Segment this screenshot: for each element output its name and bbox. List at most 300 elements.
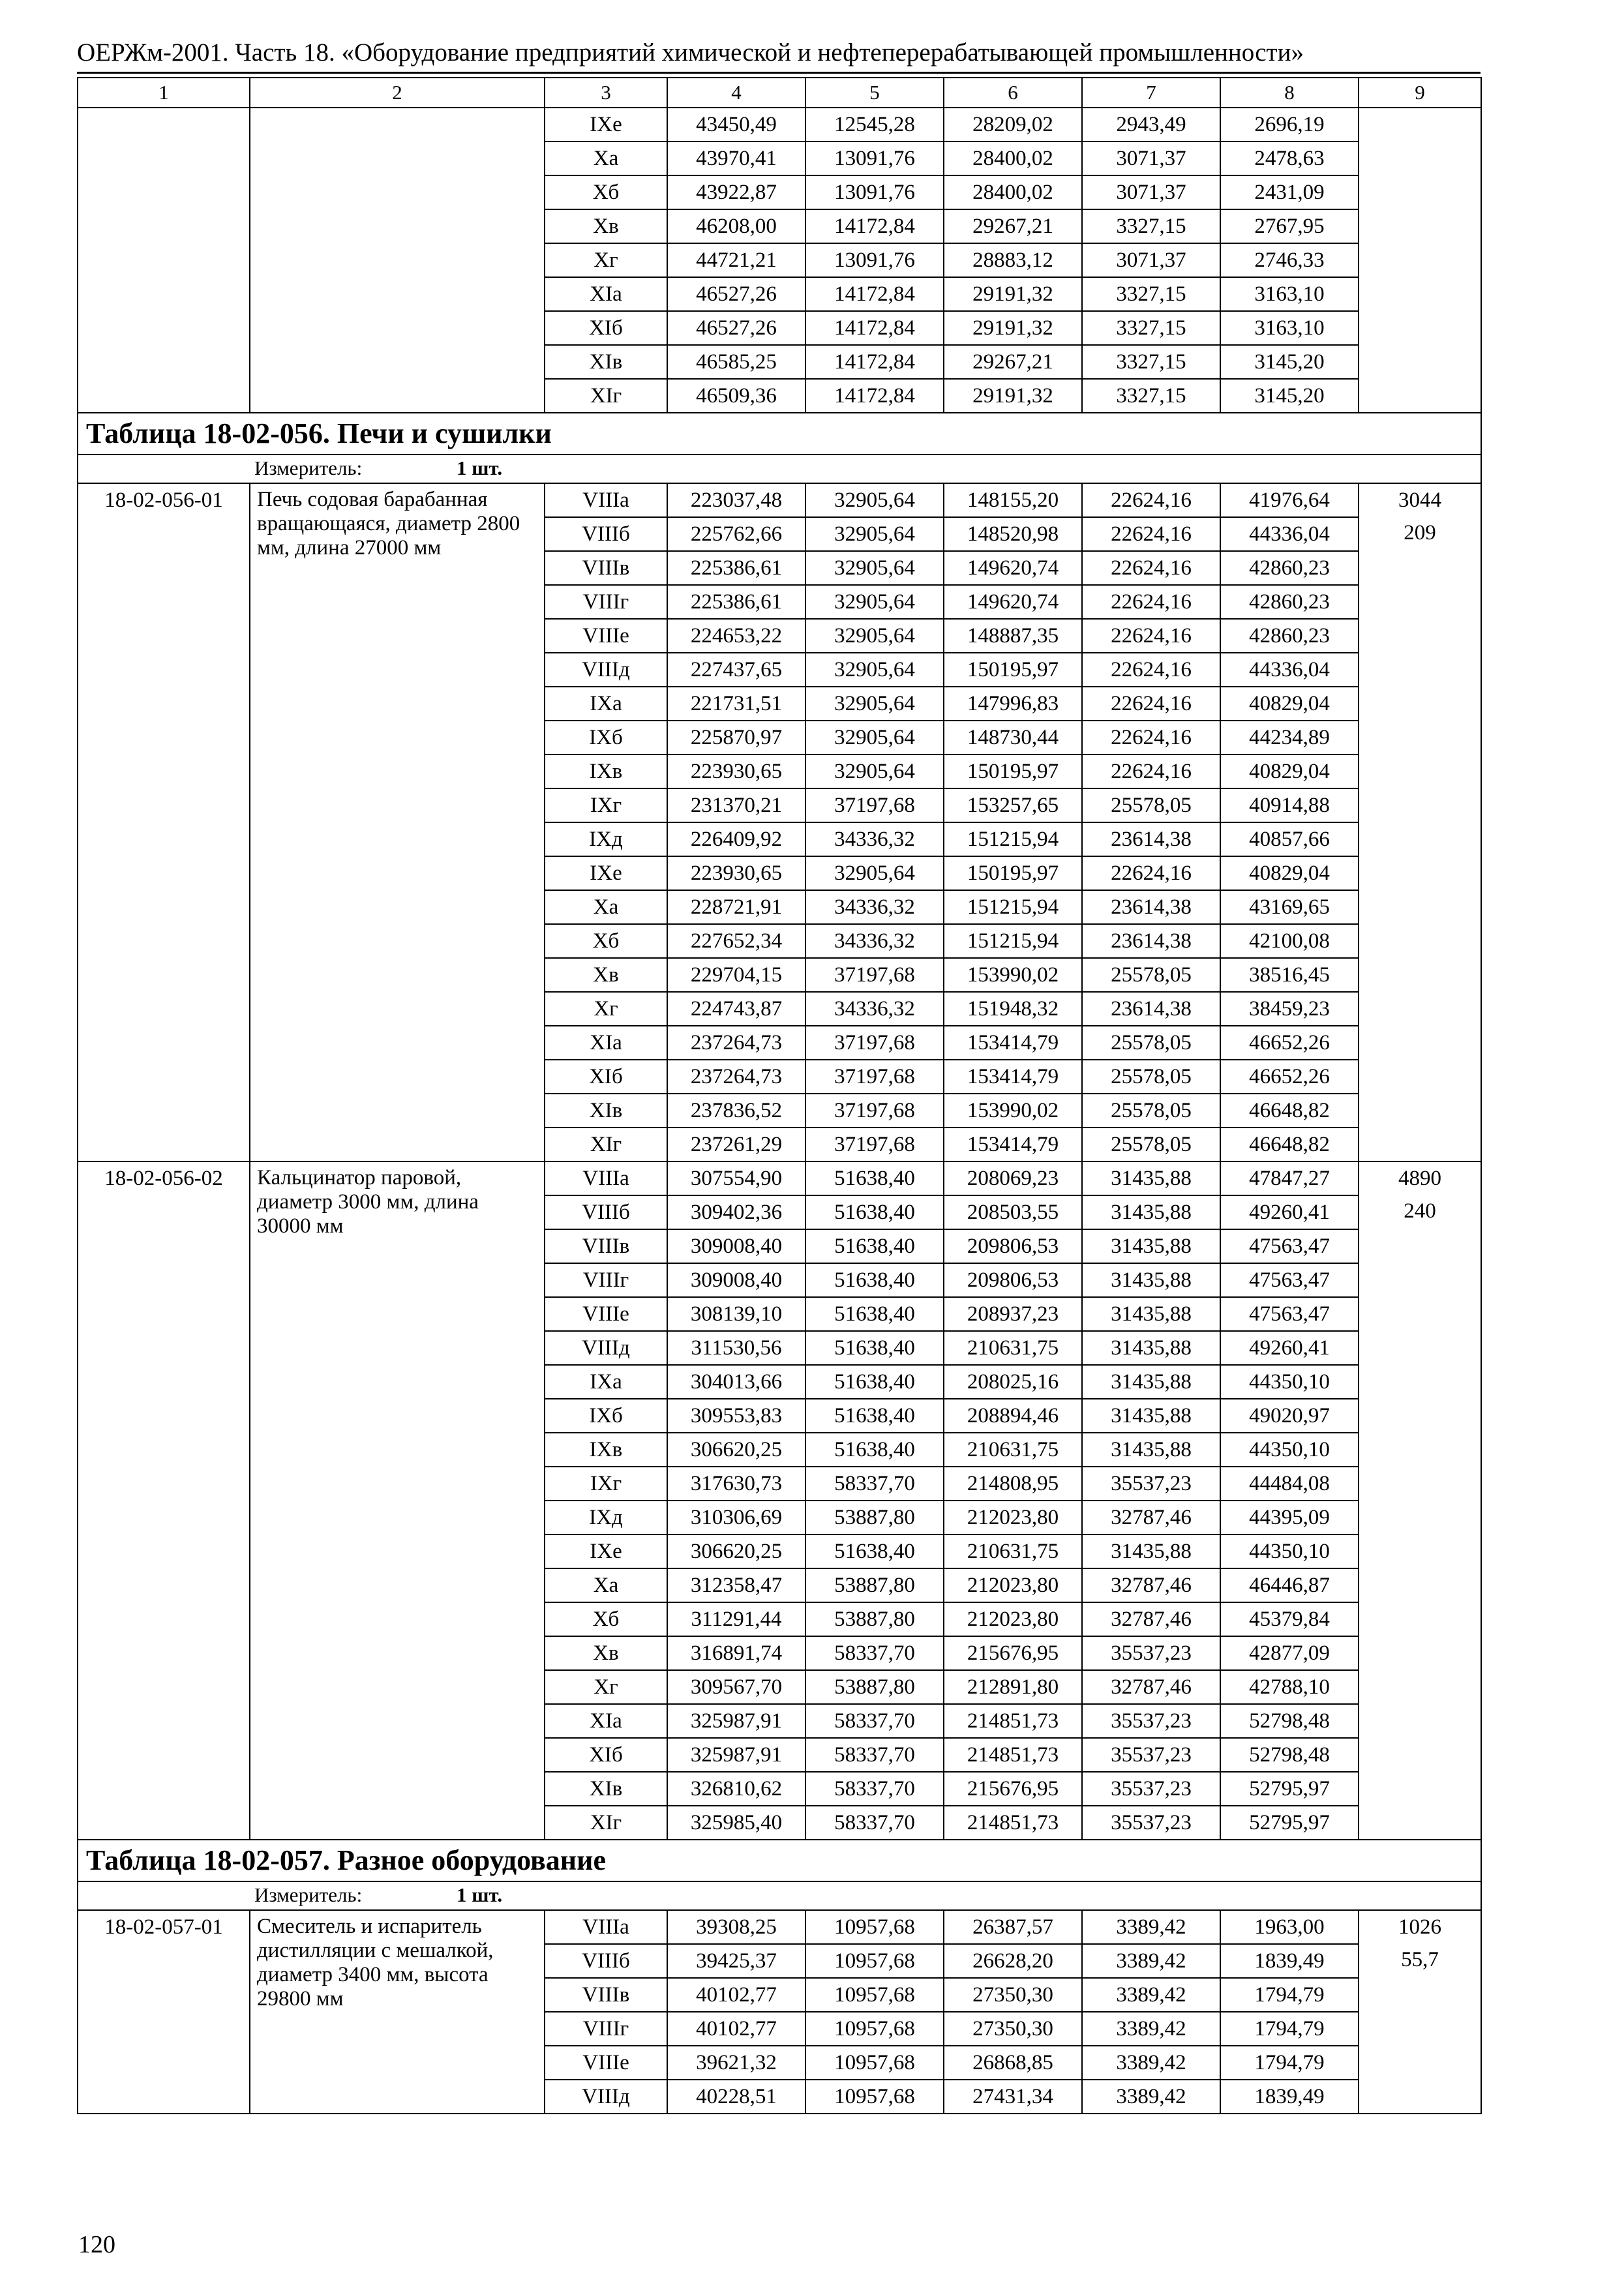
value-cell: 46527,26 xyxy=(667,311,805,345)
value-cell: 148520,98 xyxy=(944,517,1082,551)
section-title-row xyxy=(78,1840,1481,1881)
value-cell: 3327,15 xyxy=(1082,345,1220,379)
value-cell: 326810,62 xyxy=(667,1772,805,1806)
value-cell: 42788,10 xyxy=(1220,1670,1359,1704)
value-cell: 226409,92 xyxy=(667,822,805,856)
class-cell: Xа xyxy=(545,890,667,924)
class-cell: IXб xyxy=(545,721,667,755)
measure-label: Измеритель: xyxy=(254,1883,363,1906)
class-cell: Xв xyxy=(545,1636,667,1670)
value-cell: 25578,05 xyxy=(1082,1060,1220,1094)
value-cell: 44234,89 xyxy=(1220,721,1359,755)
col9-value: 240 xyxy=(1404,1199,1436,1223)
value-cell: 150195,97 xyxy=(944,856,1082,890)
class-cell: VIIIа xyxy=(545,1161,667,1195)
value-cell: 27350,30 xyxy=(944,2012,1082,2046)
value-cell: 31435,88 xyxy=(1082,1534,1220,1568)
value-cell: 14172,84 xyxy=(805,379,944,413)
value-cell: 42100,08 xyxy=(1220,924,1359,958)
value-cell: 32905,64 xyxy=(805,585,944,619)
value-cell: 38459,23 xyxy=(1220,992,1359,1026)
value-cell: 26628,20 xyxy=(944,1944,1082,1978)
class-cell: Xб xyxy=(545,175,667,209)
col9-cell xyxy=(1359,108,1481,413)
value-cell: 51638,40 xyxy=(805,1534,944,1568)
code-cell xyxy=(78,108,250,413)
value-cell: 31435,88 xyxy=(1082,1365,1220,1399)
item-col9 xyxy=(1359,483,1481,1161)
value-cell: 49260,41 xyxy=(1220,1195,1359,1229)
value-cell: 35537,23 xyxy=(1082,1806,1220,1840)
value-cell: 44350,10 xyxy=(1220,1534,1359,1568)
value-cell: 311291,44 xyxy=(667,1602,805,1636)
section-title: Таблица 18-02-056. Печи и сушилки xyxy=(78,413,1481,455)
value-cell: 43450,49 xyxy=(667,108,805,142)
column-header-6: 6 xyxy=(944,78,1082,108)
page-header: ОЕРЖм-2001. Часть 18. «Оборудование предприятий химической и нефтеперерабатывающей промышленности» xyxy=(77,38,1304,67)
class-cell: IXе xyxy=(545,856,667,890)
value-cell: 227652,34 xyxy=(667,924,805,958)
value-cell: 23614,38 xyxy=(1082,924,1220,958)
value-cell: 44484,08 xyxy=(1220,1467,1359,1501)
class-cell: IXв xyxy=(545,755,667,788)
value-cell: 32905,64 xyxy=(805,483,944,517)
measure-label: Измеритель: xyxy=(254,456,363,479)
value-cell: 312358,47 xyxy=(667,1568,805,1602)
value-cell: 1963,00 xyxy=(1220,1910,1359,1944)
value-cell: 208937,23 xyxy=(944,1297,1082,1331)
value-cell: 41976,64 xyxy=(1220,483,1359,517)
value-cell: 210631,75 xyxy=(944,1433,1082,1467)
value-cell: 52798,48 xyxy=(1220,1704,1359,1738)
class-cell: VIIIг xyxy=(545,1263,667,1297)
class-cell: Xв xyxy=(545,958,667,992)
value-cell: 46446,87 xyxy=(1220,1568,1359,1602)
value-cell: 212891,80 xyxy=(944,1670,1082,1704)
value-cell: 51638,40 xyxy=(805,1331,944,1365)
class-cell: Xб xyxy=(545,924,667,958)
value-cell: 1794,79 xyxy=(1220,2046,1359,2080)
class-cell: Xг xyxy=(545,1670,667,1704)
class-cell: VIIIв xyxy=(545,1229,667,1263)
col9-value: 3044 xyxy=(1398,488,1441,512)
class-cell: VIIIб xyxy=(545,517,667,551)
class-cell: VIIIе xyxy=(545,619,667,653)
value-cell: 22624,16 xyxy=(1082,619,1220,653)
item-description: Печь содовая барабанная вращающаяся, диаметр 2800 мм, длина 27000 мм xyxy=(250,483,545,1161)
value-cell: 42860,23 xyxy=(1220,619,1359,653)
value-cell: 215676,95 xyxy=(944,1636,1082,1670)
value-cell: 47563,47 xyxy=(1220,1297,1359,1331)
col9-value: 1026 xyxy=(1398,1915,1441,1939)
value-cell: 44336,04 xyxy=(1220,653,1359,687)
value-cell: 44350,10 xyxy=(1220,1433,1359,1467)
value-cell: 150195,97 xyxy=(944,755,1082,788)
value-cell: 58337,70 xyxy=(805,1772,944,1806)
value-cell: 28209,02 xyxy=(944,108,1082,142)
value-cell: 209806,53 xyxy=(944,1229,1082,1263)
value-cell: 147996,83 xyxy=(944,687,1082,721)
value-cell: 227437,65 xyxy=(667,653,805,687)
value-cell: 212023,80 xyxy=(944,1602,1082,1636)
value-cell: 32905,64 xyxy=(805,619,944,653)
column-header-row xyxy=(78,78,1481,108)
value-cell: 31435,88 xyxy=(1082,1229,1220,1263)
value-cell: 225386,61 xyxy=(667,551,805,585)
value-cell: 51638,40 xyxy=(805,1297,944,1331)
value-cell: 53887,80 xyxy=(805,1501,944,1534)
value-cell: 149620,74 xyxy=(944,551,1082,585)
class-cell: XIв xyxy=(545,345,667,379)
value-cell: 309402,36 xyxy=(667,1195,805,1229)
value-cell: 224653,22 xyxy=(667,619,805,653)
value-cell: 43970,41 xyxy=(667,142,805,175)
value-cell: 214851,73 xyxy=(944,1738,1082,1772)
class-cell: VIIIб xyxy=(545,1195,667,1229)
class-cell: IXд xyxy=(545,1501,667,1534)
column-header-4: 4 xyxy=(667,78,805,108)
page-number: 120 xyxy=(78,2231,115,2258)
value-cell: 209806,53 xyxy=(944,1263,1082,1297)
value-cell: 34336,32 xyxy=(805,890,944,924)
column-header-7: 7 xyxy=(1082,78,1220,108)
value-cell: 3327,15 xyxy=(1082,209,1220,243)
value-cell: 37197,68 xyxy=(805,1094,944,1128)
value-cell: 46208,00 xyxy=(667,209,805,243)
class-cell: IXв xyxy=(545,1433,667,1467)
value-cell: 231370,21 xyxy=(667,788,805,822)
value-cell: 208894,46 xyxy=(944,1399,1082,1433)
value-cell: 306620,25 xyxy=(667,1534,805,1568)
value-cell: 316891,74 xyxy=(667,1636,805,1670)
value-cell: 14172,84 xyxy=(805,209,944,243)
value-cell: 58337,70 xyxy=(805,1467,944,1501)
value-cell: 3327,15 xyxy=(1082,379,1220,413)
value-cell: 27350,30 xyxy=(944,1978,1082,2012)
value-cell: 53887,80 xyxy=(805,1670,944,1704)
value-cell: 47563,47 xyxy=(1220,1263,1359,1297)
value-cell: 325985,40 xyxy=(667,1806,805,1840)
class-cell: IXг xyxy=(545,788,667,822)
column-header-1: 1 xyxy=(78,78,250,108)
value-cell: 1794,79 xyxy=(1220,1978,1359,2012)
value-cell: 3327,15 xyxy=(1082,277,1220,311)
value-cell: 237264,73 xyxy=(667,1060,805,1094)
value-cell: 149620,74 xyxy=(944,585,1082,619)
value-cell: 25578,05 xyxy=(1082,1094,1220,1128)
item-code: 18-02-057-01 xyxy=(78,1910,250,2114)
value-cell: 22624,16 xyxy=(1082,687,1220,721)
value-cell: 49020,97 xyxy=(1220,1399,1359,1433)
value-cell: 3163,10 xyxy=(1220,311,1359,345)
item-description: Смеситель и испаритель дистилляции с мешалкой, диаметр 3400 мм, высота 29800 мм xyxy=(250,1910,545,2114)
value-cell: 32905,64 xyxy=(805,517,944,551)
item-col9 xyxy=(1359,1910,1481,2114)
value-cell: 2767,95 xyxy=(1220,209,1359,243)
class-cell: VIIIг xyxy=(545,585,667,619)
value-cell: 153414,79 xyxy=(944,1060,1082,1094)
value-cell: 43169,65 xyxy=(1220,890,1359,924)
class-cell: VIIIе xyxy=(545,1297,667,1331)
class-cell: XIб xyxy=(545,1738,667,1772)
value-cell: 32787,46 xyxy=(1082,1568,1220,1602)
value-cell: 14172,84 xyxy=(805,311,944,345)
value-cell: 2746,33 xyxy=(1220,243,1359,277)
value-cell: 35537,23 xyxy=(1082,1704,1220,1738)
value-cell: 32905,64 xyxy=(805,653,944,687)
value-cell: 3389,42 xyxy=(1082,1910,1220,1944)
value-cell: 31435,88 xyxy=(1082,1433,1220,1467)
class-cell: VIIIа xyxy=(545,1910,667,1944)
value-cell: 28400,02 xyxy=(944,175,1082,209)
description-cell xyxy=(250,108,545,413)
value-cell: 52795,97 xyxy=(1220,1772,1359,1806)
value-cell: 221731,51 xyxy=(667,687,805,721)
value-cell: 229704,15 xyxy=(667,958,805,992)
value-cell: 3145,20 xyxy=(1220,379,1359,413)
value-cell: 3163,10 xyxy=(1220,277,1359,311)
measure-value: 1 шт. xyxy=(457,456,503,479)
value-cell: 29191,32 xyxy=(944,379,1082,413)
value-cell: 317630,73 xyxy=(667,1467,805,1501)
value-cell: 44350,10 xyxy=(1220,1365,1359,1399)
class-cell: Xв xyxy=(545,209,667,243)
value-cell: 51638,40 xyxy=(805,1229,944,1263)
table-row xyxy=(78,108,1481,142)
value-cell: 27431,34 xyxy=(944,2080,1082,2114)
value-cell: 35537,23 xyxy=(1082,1636,1220,1670)
value-cell: 42860,23 xyxy=(1220,551,1359,585)
value-cell: 46585,25 xyxy=(667,345,805,379)
class-cell: Xг xyxy=(545,992,667,1026)
value-cell: 212023,80 xyxy=(944,1501,1082,1534)
value-cell: 22624,16 xyxy=(1082,585,1220,619)
value-cell: 25578,05 xyxy=(1082,788,1220,822)
column-header-9: 9 xyxy=(1359,78,1481,108)
class-cell: IXе xyxy=(545,108,667,142)
value-cell: 42860,23 xyxy=(1220,585,1359,619)
class-cell: XIа xyxy=(545,1704,667,1738)
value-cell: 12545,28 xyxy=(805,108,944,142)
value-cell: 223930,65 xyxy=(667,856,805,890)
value-cell: 215676,95 xyxy=(944,1772,1082,1806)
value-cell: 310306,69 xyxy=(667,1501,805,1534)
column-header-2: 2 xyxy=(250,78,545,108)
value-cell: 39621,32 xyxy=(667,2046,805,2080)
value-cell: 10957,68 xyxy=(805,1910,944,1944)
value-cell: 10957,68 xyxy=(805,2046,944,2080)
value-cell: 32787,46 xyxy=(1082,1602,1220,1636)
value-cell: 214808,95 xyxy=(944,1467,1082,1501)
item-description: Кальцинатор паровой, диаметр 3000 мм, длина 30000 мм xyxy=(250,1161,545,1840)
value-cell: 210631,75 xyxy=(944,1331,1082,1365)
class-cell: VIIIа xyxy=(545,483,667,517)
value-cell: 148155,20 xyxy=(944,483,1082,517)
value-cell: 46652,26 xyxy=(1220,1026,1359,1060)
value-cell: 32787,46 xyxy=(1082,1501,1220,1534)
class-cell: IXг xyxy=(545,1467,667,1501)
item-col9 xyxy=(1359,1161,1481,1840)
value-cell: 3327,15 xyxy=(1082,311,1220,345)
class-cell: XIа xyxy=(545,277,667,311)
class-cell: XIб xyxy=(545,1060,667,1094)
value-cell: 47563,47 xyxy=(1220,1229,1359,1263)
value-cell: 58337,70 xyxy=(805,1738,944,1772)
value-cell: 148730,44 xyxy=(944,721,1082,755)
value-cell: 58337,70 xyxy=(805,1806,944,1840)
value-cell: 22624,16 xyxy=(1082,517,1220,551)
value-cell: 3389,42 xyxy=(1082,1944,1220,1978)
value-cell: 51638,40 xyxy=(805,1195,944,1229)
table-row xyxy=(78,1161,1481,1195)
value-cell: 52795,97 xyxy=(1220,1806,1359,1840)
value-cell: 22624,16 xyxy=(1082,721,1220,755)
value-cell: 28883,12 xyxy=(944,243,1082,277)
price-table-container xyxy=(77,77,1481,2114)
value-cell: 13091,76 xyxy=(805,243,944,277)
value-cell: 223037,48 xyxy=(667,483,805,517)
value-cell: 3145,20 xyxy=(1220,345,1359,379)
value-cell: 40829,04 xyxy=(1220,687,1359,721)
value-cell: 34336,32 xyxy=(805,924,944,958)
measure-row xyxy=(78,1881,1481,1910)
value-cell: 309008,40 xyxy=(667,1229,805,1263)
value-cell: 309567,70 xyxy=(667,1670,805,1704)
value-cell: 46527,26 xyxy=(667,277,805,311)
value-cell: 153990,02 xyxy=(944,1094,1082,1128)
value-cell: 37197,68 xyxy=(805,788,944,822)
value-cell: 1794,79 xyxy=(1220,2012,1359,2046)
column-header-8: 8 xyxy=(1220,78,1359,108)
value-cell: 44336,04 xyxy=(1220,517,1359,551)
value-cell: 1839,49 xyxy=(1220,1944,1359,1978)
value-cell: 3389,42 xyxy=(1082,2080,1220,2114)
value-cell: 35537,23 xyxy=(1082,1738,1220,1772)
value-cell: 58337,70 xyxy=(805,1636,944,1670)
section-title: Таблица 18-02-057. Разное оборудование xyxy=(78,1840,1481,1881)
class-cell: Xа xyxy=(545,142,667,175)
value-cell: 153990,02 xyxy=(944,958,1082,992)
value-cell: 58337,70 xyxy=(805,1704,944,1738)
value-cell: 3071,37 xyxy=(1082,243,1220,277)
class-cell: VIIIв xyxy=(545,1978,667,2012)
value-cell: 46648,82 xyxy=(1220,1094,1359,1128)
value-cell: 22624,16 xyxy=(1082,653,1220,687)
value-cell: 10957,68 xyxy=(805,2080,944,2114)
value-cell: 151948,32 xyxy=(944,992,1082,1026)
value-cell: 150195,97 xyxy=(944,653,1082,687)
value-cell: 309008,40 xyxy=(667,1263,805,1297)
price-table xyxy=(77,77,1482,2114)
value-cell: 225762,66 xyxy=(667,517,805,551)
value-cell: 26387,57 xyxy=(944,1910,1082,1944)
section-title-row xyxy=(78,413,1481,455)
class-cell: Xб xyxy=(545,1602,667,1636)
value-cell: 2431,09 xyxy=(1220,175,1359,209)
value-cell: 40914,88 xyxy=(1220,788,1359,822)
value-cell: 35537,23 xyxy=(1082,1467,1220,1501)
measure-value: 1 шт. xyxy=(457,1883,503,1906)
value-cell: 46509,36 xyxy=(667,379,805,413)
class-cell: IXа xyxy=(545,687,667,721)
value-cell: 224743,87 xyxy=(667,992,805,1026)
value-cell: 31435,88 xyxy=(1082,1331,1220,1365)
value-cell: 2478,63 xyxy=(1220,142,1359,175)
value-cell: 28400,02 xyxy=(944,142,1082,175)
value-cell: 46652,26 xyxy=(1220,1060,1359,1094)
value-cell: 3389,42 xyxy=(1082,2046,1220,2080)
value-cell: 23614,38 xyxy=(1082,992,1220,1026)
column-header-3: 3 xyxy=(545,78,667,108)
value-cell: 13091,76 xyxy=(805,142,944,175)
class-cell: VIIIе xyxy=(545,2046,667,2080)
item-code: 18-02-056-02 xyxy=(78,1161,250,1840)
class-cell: IXа xyxy=(545,1365,667,1399)
value-cell: 208025,16 xyxy=(944,1365,1082,1399)
value-cell: 22624,16 xyxy=(1082,755,1220,788)
value-cell: 212023,80 xyxy=(944,1568,1082,1602)
value-cell: 308139,10 xyxy=(667,1297,805,1331)
value-cell: 31435,88 xyxy=(1082,1161,1220,1195)
value-cell: 45379,84 xyxy=(1220,1602,1359,1636)
value-cell: 52798,48 xyxy=(1220,1738,1359,1772)
value-cell: 151215,94 xyxy=(944,822,1082,856)
value-cell: 237261,29 xyxy=(667,1128,805,1161)
value-cell: 43922,87 xyxy=(667,175,805,209)
value-cell: 31435,88 xyxy=(1082,1399,1220,1433)
value-cell: 10957,68 xyxy=(805,2012,944,2046)
value-cell: 29191,32 xyxy=(944,277,1082,311)
value-cell: 153257,65 xyxy=(944,788,1082,822)
value-cell: 151215,94 xyxy=(944,924,1082,958)
class-cell: IXб xyxy=(545,1399,667,1433)
value-cell: 151215,94 xyxy=(944,890,1082,924)
value-cell: 311530,56 xyxy=(667,1331,805,1365)
value-cell: 32787,46 xyxy=(1082,1670,1220,1704)
value-cell: 46648,82 xyxy=(1220,1128,1359,1161)
value-cell: 40857,66 xyxy=(1220,822,1359,856)
value-cell: 208069,23 xyxy=(944,1161,1082,1195)
value-cell: 35537,23 xyxy=(1082,1772,1220,1806)
class-cell: VIIIб xyxy=(545,1944,667,1978)
value-cell: 1839,49 xyxy=(1220,2080,1359,2114)
value-cell: 223930,65 xyxy=(667,755,805,788)
value-cell: 32905,64 xyxy=(805,856,944,890)
col9-value: 4890 xyxy=(1398,1167,1441,1190)
value-cell: 10957,68 xyxy=(805,1978,944,2012)
value-cell: 32905,64 xyxy=(805,687,944,721)
value-cell: 13091,76 xyxy=(805,175,944,209)
value-cell: 14172,84 xyxy=(805,277,944,311)
value-cell: 325987,91 xyxy=(667,1738,805,1772)
value-cell: 304013,66 xyxy=(667,1365,805,1399)
class-cell: XIг xyxy=(545,1806,667,1840)
value-cell: 44721,21 xyxy=(667,243,805,277)
value-cell: 37197,68 xyxy=(805,1060,944,1094)
value-cell: 307554,90 xyxy=(667,1161,805,1195)
value-cell: 32905,64 xyxy=(805,721,944,755)
class-cell: XIв xyxy=(545,1094,667,1128)
value-cell: 2696,19 xyxy=(1220,108,1359,142)
value-cell: 51638,40 xyxy=(805,1399,944,1433)
class-cell: XIа xyxy=(545,1026,667,1060)
value-cell: 37197,68 xyxy=(805,1128,944,1161)
value-cell: 3071,37 xyxy=(1082,175,1220,209)
value-cell: 228721,91 xyxy=(667,890,805,924)
value-cell: 40102,77 xyxy=(667,1978,805,2012)
value-cell: 40228,51 xyxy=(667,2080,805,2114)
class-cell: XIг xyxy=(545,1128,667,1161)
